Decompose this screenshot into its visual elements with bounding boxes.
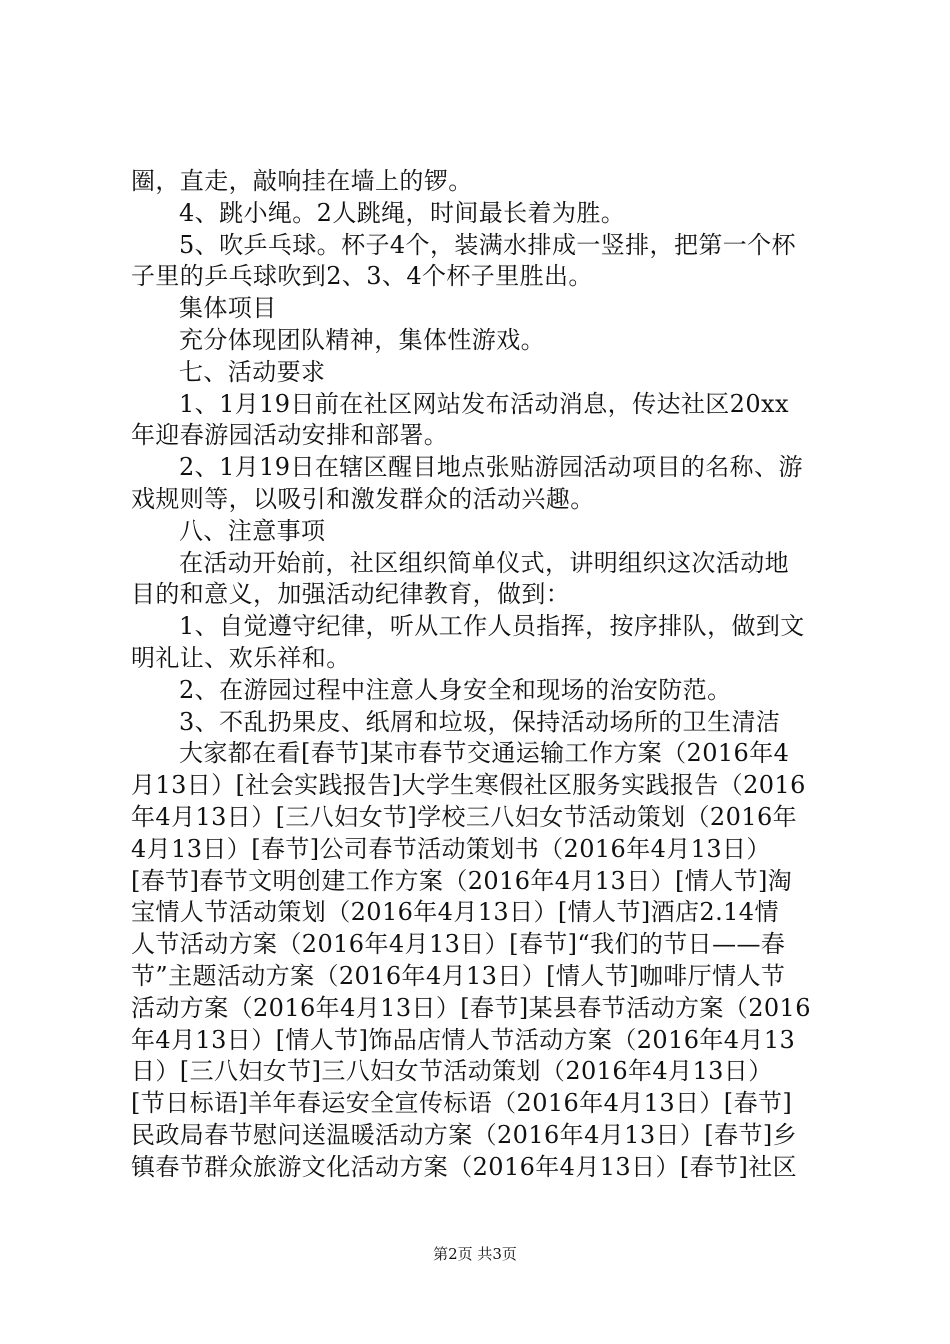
section-heading: 集体项目 <box>179 294 277 323</box>
text-line: 月13日）[社会实践报告]大学生寒假社区服务实践报告（2016 <box>131 771 806 800</box>
text-line: 目的和意义，加强活动纪律教育，做到： <box>131 580 571 609</box>
text-line: 圈，直走，敲响挂在墙上的锣。 <box>131 167 473 195</box>
text-line: 戏规则等，以吸引和激发群众的活动兴趣。 <box>131 484 595 513</box>
text-line: 2、1月19日在辖区醒目地点张贴游园活动项目的名称、游 <box>179 453 803 482</box>
text-line: 年4月13日）[三八妇女节]学校三八妇女节活动策划（2016年 <box>131 802 798 831</box>
text-line: 民政局春节慰问送温暖活动方案（2016年4月13日）[春节]乡 <box>131 1120 798 1149</box>
text-line: 节”主题活动方案（2016年4月13日）[情人节]咖啡厅情人节 <box>131 961 786 990</box>
text-line: 在活动开始前，社区组织简单仪式，讲明组织这次活动地 <box>179 548 789 577</box>
text-line: 1、自觉遵守纪律，听从工作人员指挥，按序排队，做到文 <box>179 612 805 641</box>
text-line: 日）[三八妇女节]三八妇女节活动策划（2016年4月13日） <box>131 1057 773 1086</box>
text-line: [春节]春节文明创建工作方案（2016年4月13日）[情人节]淘 <box>131 866 793 895</box>
text-line: 镇春节群众旅游文化活动方案（2016年4月13日）[春节]社区 <box>131 1152 798 1181</box>
text-line: 子里的乒乓球吹到2、3、4个杯子里胜出。 <box>131 262 593 291</box>
text-line: 2、在游园过程中注意人身安全和现场的治安防范。 <box>179 675 732 704</box>
section-heading: 七、活动要求 <box>179 357 326 386</box>
text-line: 人节活动方案（2016年4月13日）[春节]“我们的节日——春 <box>131 930 786 959</box>
section-heading: 八、注意事项 <box>179 516 326 545</box>
document-body <box>131 166 831 1184</box>
text-line: [节日标语]羊年春运安全宣传标语（2016年4月13日）[春节] <box>131 1089 793 1118</box>
text-line: 充分体现团队精神，集体性游戏。 <box>179 325 545 354</box>
page-number: 第2页 共3页 <box>433 1245 517 1263</box>
text-line: 明礼让、欢乐祥和。 <box>131 643 351 672</box>
text-line: 年迎春游园活动安排和部署。 <box>131 421 449 450</box>
text-line: 年4月13日）[情人节]饰品店情人节活动方案（2016年4月13 <box>131 1025 796 1054</box>
text-line: 宝情人节活动策划（2016年4月13日）[情人节]酒店2.14情 <box>131 898 779 927</box>
text-line: 3、不乱扔果皮、纸屑和垃圾，保持活动场所的卫生清洁 <box>179 707 781 736</box>
text-line: 5、吹乒乓球。杯子4个，装满水排成一竖排，把第一个杯 <box>179 230 796 259</box>
page-footer <box>0 1244 950 1264</box>
text-line: 4、跳小绳。2人跳绳，时间最长着为胜。 <box>179 198 626 227</box>
text-line: 1、1月19日前在社区网站发布活动消息，传达社区20xx <box>179 389 789 418</box>
text-line: 大家都在看[春节]某市春节交通运输工作方案（2016年4 <box>179 739 790 768</box>
text-line: 4月13日）[春节]公司春节活动策划书（2016年4月13日） <box>131 834 771 863</box>
text-line: 活动方案（2016年4月13日）[春节]某县春节活动方案（2016 <box>131 993 811 1022</box>
